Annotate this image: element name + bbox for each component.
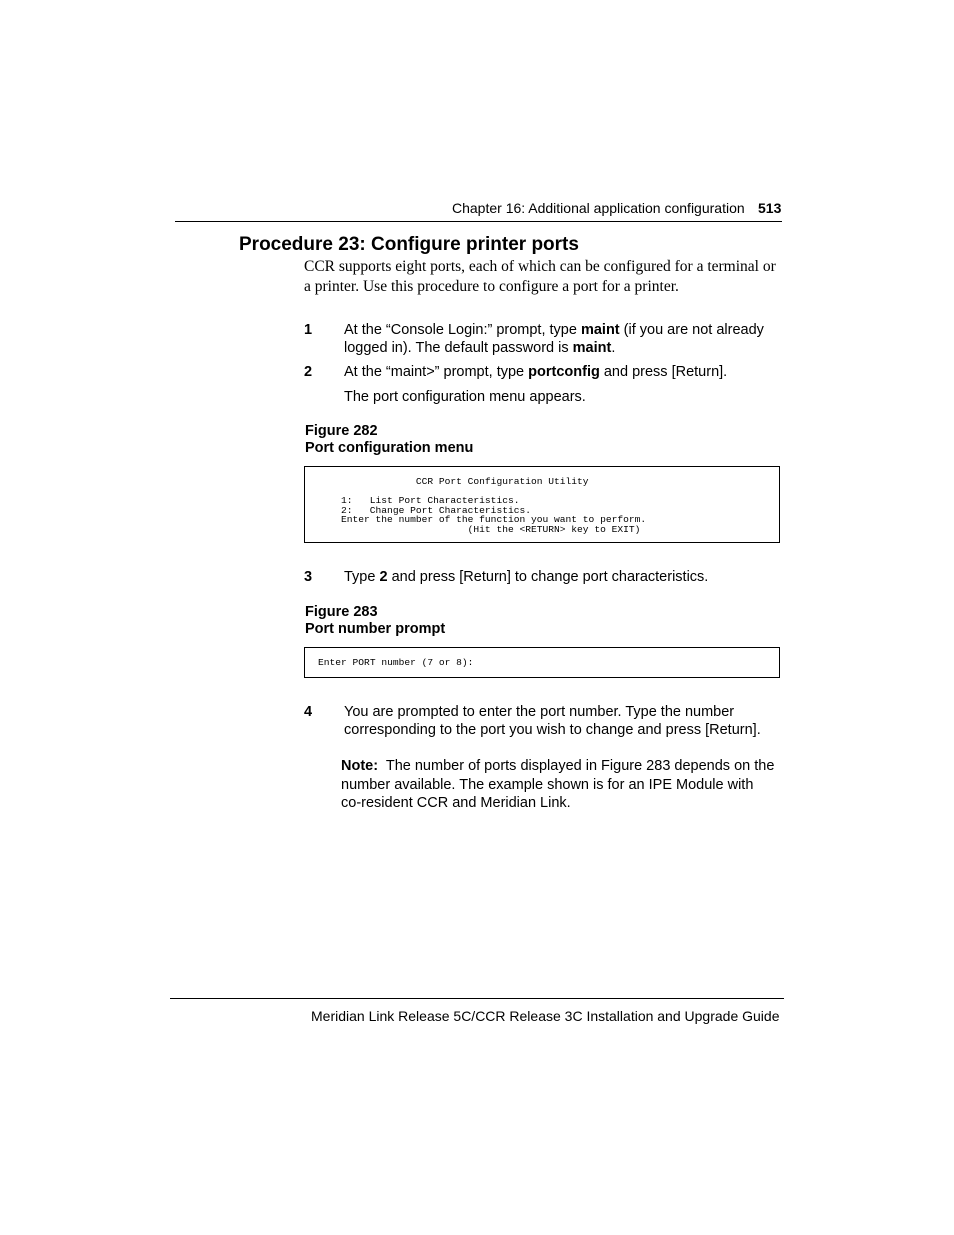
page-number: 513 bbox=[758, 200, 782, 216]
note-line-2: number available. The example shown is for an IPE Module with bbox=[341, 776, 754, 793]
step-1-command: maint bbox=[580, 322, 620, 338]
screen-line-3: 1: List Port Characteristics. bbox=[341, 495, 520, 506]
header-rule bbox=[175, 221, 782, 222]
figure-282-caption: Port configuration menu bbox=[305, 440, 474, 456]
step-4-line-2: corresponding to the port you wish to change and press [Return]. bbox=[344, 721, 761, 738]
step-1-text-c: (if you are not already bbox=[619, 322, 764, 338]
screen-line-1: CCR Port Configuration Utility bbox=[341, 476, 589, 487]
figure-283-screen bbox=[304, 647, 780, 678]
chapter-heading: Chapter 16: Additional application configuration bbox=[452, 200, 745, 216]
intro-line-1: CCR supports eight ports, each of which can be configured for a terminal or bbox=[304, 258, 776, 275]
step-2-result: The port configuration menu appears. bbox=[344, 389, 586, 405]
note-label: Note: bbox=[341, 758, 379, 774]
step-3-number: 3 bbox=[304, 569, 313, 585]
step-3-text-c: and press [Return] to change port characteristics. bbox=[387, 569, 709, 585]
screen-line-4: 2: Change Port Characteristics. bbox=[341, 504, 531, 516]
screen-line-5: Enter the number of the function you want to perform. bbox=[341, 514, 647, 525]
footer-rule bbox=[170, 998, 784, 999]
step-3-text bbox=[344, 569, 708, 587]
step-1-text-f: . bbox=[611, 339, 616, 356]
figure-282-screen bbox=[304, 466, 780, 543]
step-2-number: 2 bbox=[304, 364, 313, 380]
step-2-text bbox=[344, 364, 727, 382]
step-3-option: 2 bbox=[379, 569, 388, 585]
note-line-3: co-resident CCR and Meridian Link. bbox=[341, 795, 571, 811]
screen-line-6: (Hit the <RETURN> key to EXIT) bbox=[341, 523, 641, 535]
step-2-text-c: and press [Return]. bbox=[599, 364, 728, 380]
step-1-text-d: logged in). The default password is bbox=[344, 339, 573, 356]
step-3-text-a: Type bbox=[344, 569, 380, 585]
step-2-command: portconfig bbox=[528, 364, 600, 380]
figure-283-number: Figure 283 bbox=[305, 604, 378, 620]
step-1-text bbox=[344, 322, 774, 357]
figure-283-caption: Port number prompt bbox=[305, 621, 446, 637]
step-1-text-a: At the “Console Login:” prompt, type bbox=[344, 322, 581, 338]
note-line-1 bbox=[341, 757, 775, 776]
step-1-number: 1 bbox=[304, 322, 313, 338]
step-2-text-a: At the “maint>” prompt, type bbox=[344, 364, 529, 380]
footer-title: Meridian Link Release 5C/CCR Release 3C Installation and Upgrade Guide bbox=[311, 1008, 780, 1024]
note-text-1: The number of ports displayed in Figure 283 depends on the bbox=[378, 758, 775, 774]
figure-282-number: Figure 282 bbox=[305, 423, 378, 439]
step-1-password: maint bbox=[572, 339, 612, 356]
step-4-number: 4 bbox=[304, 704, 313, 720]
procedure-title: Procedure 23: Configure printer ports bbox=[239, 234, 579, 255]
step-4-line-1: You are prompted to enter the port number. Type the number bbox=[344, 704, 735, 720]
step-4-text bbox=[344, 704, 774, 739]
step-1-line-1 bbox=[344, 322, 774, 340]
step-1-line-2 bbox=[344, 340, 774, 358]
intro-line-2: a printer. Use this procedure to configure a port for a printer. bbox=[304, 277, 679, 295]
procedure-intro bbox=[304, 257, 784, 296]
port-prompt-line: Enter PORT number (7 or 8): bbox=[318, 657, 474, 668]
note bbox=[341, 757, 775, 813]
